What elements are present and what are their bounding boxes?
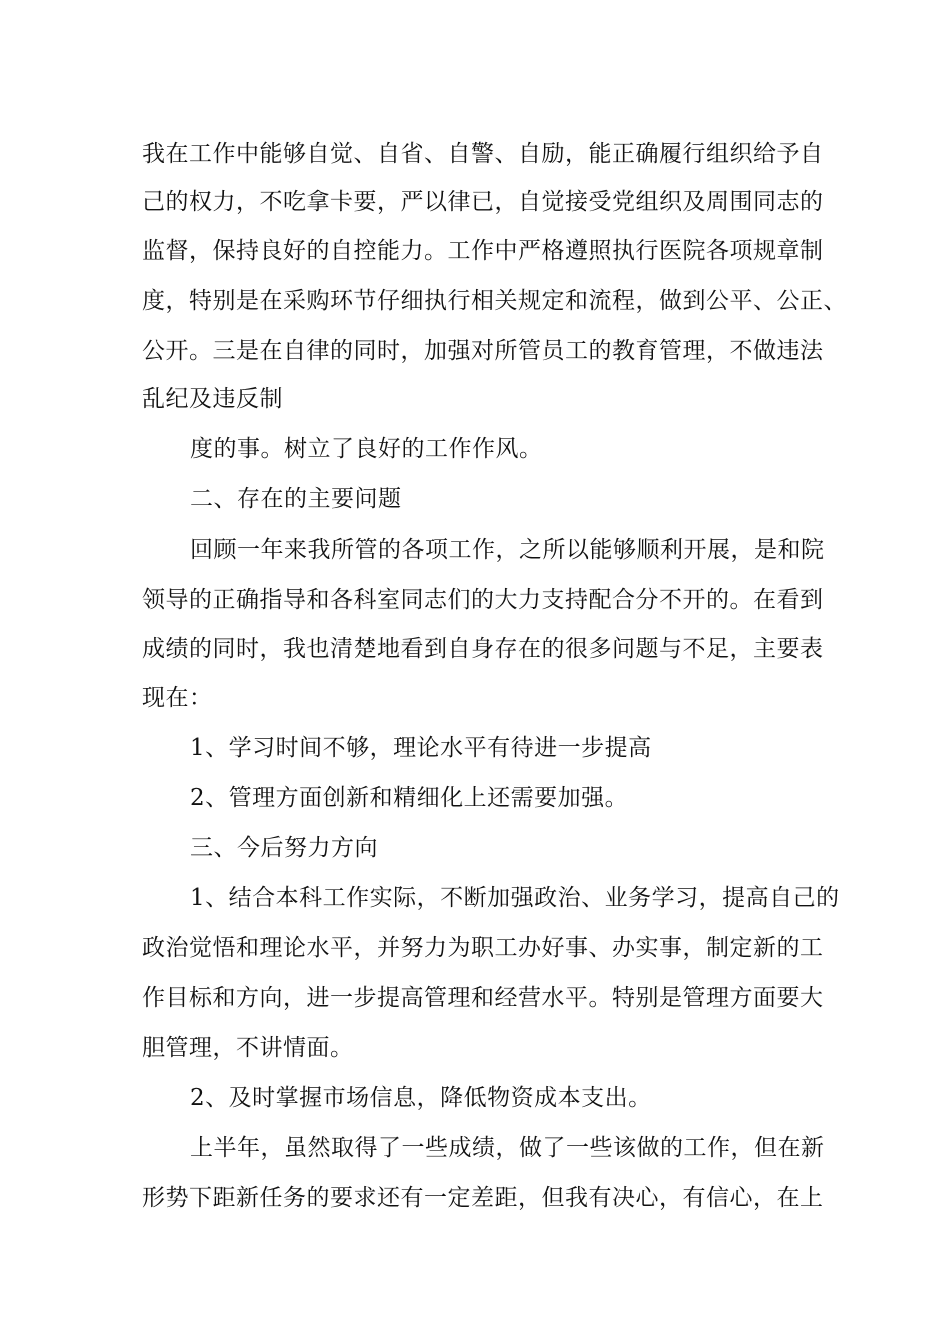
paragraph-line: 度，特别是在采购环节仔细执行相关规定和流程，做到公平、公正、 <box>142 288 847 314</box>
paragraph-line: 领导的正确指导和各科室同志们的大力支持配合分不开的。在看到 <box>142 587 824 613</box>
paragraph-line: 胆管理，不讲情面。 <box>142 1035 354 1061</box>
paragraph-line: 成绩的同时，我也清楚地看到自身存在的很多问题与不足，主要表 <box>142 636 824 662</box>
list-item: 2、及时掌握市场信息，降低物资成本支出。 <box>190 1085 652 1111</box>
paragraph-line: 现在： <box>142 685 213 711</box>
paragraph-line: 作目标和方向，进一步提高管理和经营水平。特别是管理方面要大 <box>142 985 824 1011</box>
paragraph-line: 我在工作中能够自觉、自省、自警、自励，能正确履行组织给予自 <box>142 141 824 167</box>
paragraph-line: 己的权力，不吃拿卡要，严以律已，自觉接受党组织及周围同志的 <box>142 189 824 215</box>
section-heading: 三、今后努力方向 <box>190 835 378 861</box>
paragraph-line: 监督，保持良好的自控能力。工作中严格遵照执行医院各项规章制 <box>142 238 824 264</box>
paragraph-line: 上半年，虽然取得了一些成绩，做了一些该做的工作，但在新 <box>190 1135 825 1161</box>
section-heading: 二、存在的主要问题 <box>190 486 402 512</box>
paragraph-line: 政治觉悟和理论水平，并努力为职工办好事、办实事，制定新的工 <box>142 935 824 961</box>
list-item: 2、管理方面创新和精细化上还需要加强。 <box>190 785 629 811</box>
paragraph-line: 形势下距新任务的要求还有一定差距，但我有决心，有信心，在上 <box>142 1185 824 1211</box>
list-item: 1、学习时间不够，理论水平有待进一步提高 <box>190 735 652 761</box>
paragraph-line: 乱纪及违反制 <box>142 386 283 412</box>
paragraph-line: 度的事。树立了良好的工作作风。 <box>190 436 543 462</box>
paragraph-line: 公开。三是在自律的同时，加强对所管员工的教育管理，不做违法 <box>142 338 824 364</box>
paragraph-line: 回顾一年来我所管的各项工作，之所以能够顺利开展，是和院 <box>190 537 825 563</box>
list-item: 1、结合本科工作实际，不断加强政治、业务学习，提高自己的 <box>190 885 840 911</box>
